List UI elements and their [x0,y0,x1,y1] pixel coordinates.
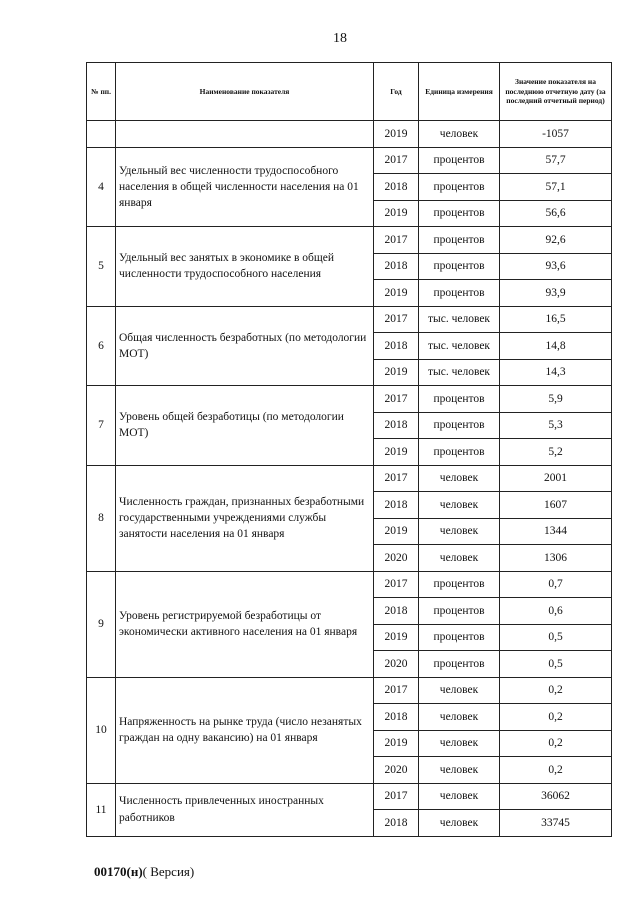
header-name: Наименование показателя [116,63,374,121]
year-cell: 2018 [374,598,419,625]
value-cell: 0,2 [500,704,612,731]
year-cell: 2018 [374,333,419,360]
table-row [87,783,612,810]
unit-cell: процентов [419,386,500,413]
table-row [87,121,612,148]
year-cell: 2017 [374,465,419,492]
value-cell: 0,2 [500,757,612,784]
indicator-name: Уровень общей безработицы (по методологии МОТ) [116,386,374,466]
unit-cell: тыс. человек [419,306,500,333]
row-number: 11 [87,783,116,836]
value-cell: 57,7 [500,147,612,174]
value-cell: 0,5 [500,651,612,678]
indicator-name: Общая численность безработных (по методологии МОТ) [116,306,374,386]
year-cell: 2017 [374,677,419,704]
year-cell: 2018 [374,412,419,439]
table-row [87,147,612,174]
unit-cell: человек [419,783,500,810]
value-cell: 0,2 [500,730,612,757]
unit-cell: человек [419,810,500,837]
unit-cell: процентов [419,439,500,466]
value-cell: 33745 [500,810,612,837]
row-number: 5 [87,227,116,307]
unit-cell: процентов [419,227,500,254]
footer-code: 00170(н) [94,864,143,879]
value-cell: 0,2 [500,677,612,704]
indicator-name: Уровень регистрируемой безработицы от экономически активного населения на 01 января [116,571,374,677]
unit-cell: процентов [419,571,500,598]
year-cell: 2020 [374,757,419,784]
value-cell: -1057 [500,121,612,148]
year-cell: 2019 [374,121,419,148]
unit-cell: процентов [419,174,500,201]
year-cell: 2017 [374,571,419,598]
year-cell: 2017 [374,147,419,174]
indicator-name: Удельный вес численности трудоспособного населения в общей численности населения на 01 января [116,147,374,227]
indicator-name [116,121,374,148]
footer-version: ( Версия) [142,864,195,879]
year-cell: 2018 [374,253,419,280]
year-cell: 2018 [374,704,419,731]
indicators-table [86,62,612,837]
unit-cell: тыс. человек [419,359,500,386]
row-number: 10 [87,677,116,783]
indicator-name: Численность привлеченных иностранных работников [116,783,374,836]
year-cell: 2019 [374,518,419,545]
unit-cell: человек [419,730,500,757]
value-cell: 0,7 [500,571,612,598]
table-row [87,306,612,333]
header-year: Год [374,63,419,121]
table-header-row [87,63,612,121]
row-number: 7 [87,386,116,466]
unit-cell: человек [419,757,500,784]
unit-cell: человек [419,492,500,519]
unit-cell: человек [419,121,500,148]
year-cell: 2018 [374,492,419,519]
value-cell: 16,5 [500,306,612,333]
indicator-name: Напряженность на рынке труда (число незанятых граждан на одну вакансию) на 01 января [116,677,374,783]
header-unit: Единица измерения [419,63,500,121]
year-cell: 2020 [374,545,419,572]
header-value: Значение показателя на последнюю отчетную дату (за последний отчетный период) [500,63,612,121]
page-number: 18 [333,31,347,46]
row-number: 4 [87,147,116,227]
document-footer [94,864,194,880]
unit-cell: человек [419,518,500,545]
value-cell: 2001 [500,465,612,492]
unit-cell: тыс. человек [419,333,500,360]
year-cell: 2019 [374,359,419,386]
value-cell: 1607 [500,492,612,519]
year-cell: 2019 [374,439,419,466]
unit-cell: процентов [419,598,500,625]
year-cell: 2019 [374,280,419,307]
unit-cell: человек [419,465,500,492]
value-cell: 5,2 [500,439,612,466]
year-cell: 2020 [374,651,419,678]
unit-cell: человек [419,677,500,704]
value-cell: 0,5 [500,624,612,651]
year-cell: 2019 [374,730,419,757]
table-row [87,227,612,254]
value-cell: 93,6 [500,253,612,280]
value-cell: 1306 [500,545,612,572]
unit-cell: процентов [419,624,500,651]
value-cell: 0,6 [500,598,612,625]
header-num: № пп. [87,63,116,121]
value-cell: 92,6 [500,227,612,254]
value-cell: 1344 [500,518,612,545]
year-cell: 2019 [374,624,419,651]
unit-cell: процентов [419,651,500,678]
value-cell: 14,8 [500,333,612,360]
unit-cell: процентов [419,253,500,280]
value-cell: 5,9 [500,386,612,413]
value-cell: 36062 [500,783,612,810]
unit-cell: человек [419,704,500,731]
unit-cell: процентов [419,280,500,307]
unit-cell: процентов [419,200,500,227]
table-body [87,121,612,837]
unit-cell: человек [419,545,500,572]
row-number [87,121,116,148]
indicator-name: Численность граждан, признанных безработными государственными учреждениями службы занятости населения на 01 января [116,465,374,571]
table-row [87,571,612,598]
table-row [87,386,612,413]
unit-cell: процентов [419,147,500,174]
year-cell: 2017 [374,227,419,254]
year-cell: 2018 [374,174,419,201]
year-cell: 2017 [374,386,419,413]
value-cell: 93,9 [500,280,612,307]
year-cell: 2017 [374,783,419,810]
value-cell: 14,3 [500,359,612,386]
year-cell: 2017 [374,306,419,333]
value-cell: 5,3 [500,412,612,439]
table-row [87,465,612,492]
year-cell: 2019 [374,200,419,227]
value-cell: 56,6 [500,200,612,227]
table-row [87,677,612,704]
year-cell: 2018 [374,810,419,837]
unit-cell: процентов [419,412,500,439]
value-cell: 57,1 [500,174,612,201]
row-number: 8 [87,465,116,571]
indicator-name: Удельный вес занятых в экономике в общей численности трудоспособного населения [116,227,374,307]
row-number: 9 [87,571,116,677]
row-number: 6 [87,306,116,386]
